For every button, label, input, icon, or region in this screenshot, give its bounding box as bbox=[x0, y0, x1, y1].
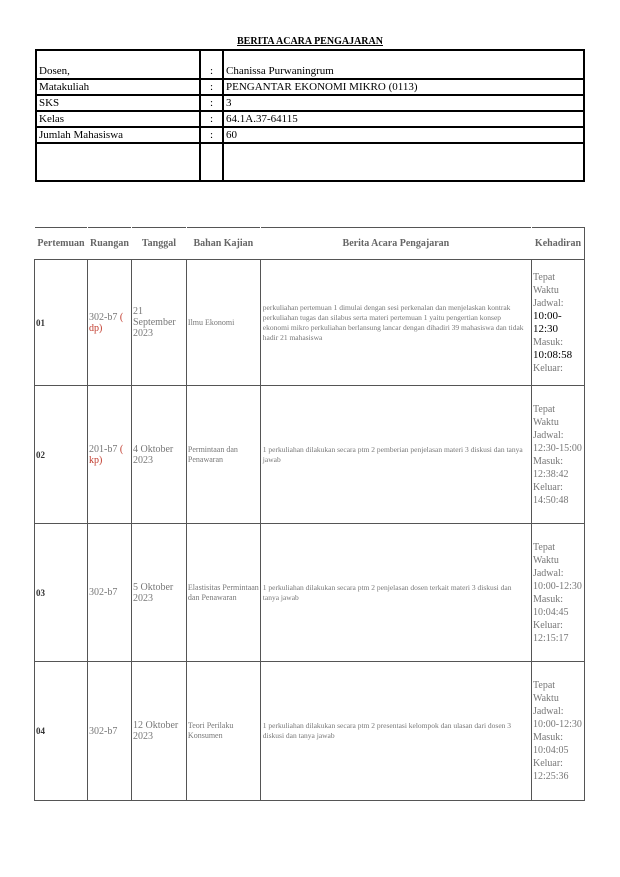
info-row-matakuliah bbox=[36, 79, 584, 95]
room-code: 302-b7 bbox=[88, 725, 118, 737]
attendance-cell bbox=[531, 260, 584, 386]
topic-cell: Permintaan dan Penawaran bbox=[186, 386, 260, 524]
table-row bbox=[35, 662, 585, 801]
info-separator: : bbox=[200, 127, 223, 143]
info-value-empty bbox=[223, 143, 584, 181]
info-row-empty bbox=[36, 143, 584, 181]
schedule-label: Jadwal: bbox=[532, 706, 564, 717]
schedule-time: 10:00-12:30 bbox=[532, 309, 562, 335]
date-cell: 21 September 2023 bbox=[131, 260, 186, 386]
header-pertemuan: Pertemuan bbox=[35, 228, 88, 260]
checkout-label: Keluar: bbox=[532, 362, 563, 374]
date-cell: 12 Oktober 2023 bbox=[131, 662, 186, 801]
attendance-header-row bbox=[35, 228, 585, 260]
info-value-matakuliah: PENGANTAR EKONOMI MIKRO (0113) bbox=[223, 79, 584, 95]
description-cell: 1 perkuliahan dilakukan secara ptm 2 presentasi kelompok dan ulasan dari dosen 3 diskusi dan tanya jawab bbox=[260, 662, 531, 801]
checkout-time: 12:25:36 bbox=[532, 771, 569, 782]
info-value-jumlah: 60 bbox=[223, 127, 584, 143]
header-bahan-kajian: Bahan Kajian bbox=[186, 228, 260, 260]
header-kehadiran: Kehadiran bbox=[531, 228, 584, 260]
date-cell: 4 Oktober 2023 bbox=[131, 386, 186, 524]
topic-cell: Elastisitas Permintaan dan Penawaran bbox=[186, 524, 260, 662]
info-separator: : bbox=[200, 79, 223, 95]
table-row bbox=[35, 524, 585, 662]
info-label: SKS bbox=[36, 95, 200, 111]
description-cell: 1 perkuliahan dilakukan secara ptm 2 penjelasan dosen terkait materi 3 diskusi dan tanya jawab bbox=[260, 524, 531, 662]
room-cell bbox=[87, 662, 131, 801]
schedule-label: Jadwal: bbox=[532, 429, 564, 441]
meeting-number: 02 bbox=[35, 386, 88, 524]
info-row-sks bbox=[36, 95, 584, 111]
header-ruangan: Ruangan bbox=[87, 228, 131, 260]
schedule-label: Jadwal: bbox=[532, 297, 564, 309]
room-cell bbox=[87, 386, 131, 524]
info-label bbox=[36, 143, 200, 181]
attendance-status: Tepat Waktu bbox=[532, 403, 559, 428]
course-info-table bbox=[35, 49, 585, 182]
attendance-status: Tepat Waktu bbox=[532, 271, 559, 296]
info-label: Kelas bbox=[36, 111, 200, 127]
info-label: Jumlah Mahasiswa bbox=[36, 127, 200, 143]
header-berita-acara: Berita Acara Pengajaran bbox=[260, 228, 531, 260]
description-cell: perkuliahan pertemuan 1 dimulai dengan sesi perkenalan dan menjelaskan kontrak perkuliahan tugas dan silabus serta materi pertemuan 1 yaitu pengertian konsep ekonomi mikro perkuliahan berlansung lancar dengan dihadiri 39 mahasiswa dan tidak hadir 21 mahasiswa bbox=[260, 260, 531, 386]
checkin-label: Masuk: bbox=[532, 336, 563, 348]
document-title: BERITA ACARA PENGAJARAN bbox=[237, 36, 383, 47]
schedule-label: Jadwal: bbox=[532, 567, 564, 579]
date-cell: 5 Oktober 2023 bbox=[131, 524, 186, 662]
room-note: ( dp) bbox=[88, 311, 124, 334]
checkin-time: 10:04:05 bbox=[532, 745, 569, 756]
info-separator: : bbox=[200, 50, 223, 79]
checkout-time: 12:15:17 bbox=[532, 632, 569, 644]
info-value-dosen: Chanissa Purwaningrum bbox=[223, 50, 584, 79]
attendance-table bbox=[34, 227, 585, 801]
info-value-kelas: 64.1A.37-64115 bbox=[223, 111, 584, 127]
meeting-number: 04 bbox=[35, 662, 88, 801]
room-cell bbox=[87, 524, 131, 662]
info-row-jumlah bbox=[36, 127, 584, 143]
checkin-time: 10:04:45 bbox=[532, 606, 569, 618]
table-row bbox=[35, 386, 585, 524]
info-separator: : bbox=[200, 95, 223, 111]
info-label: Matakuliah bbox=[36, 79, 200, 95]
info-value-sks: 3 bbox=[223, 95, 584, 111]
room-code: 302-b7 bbox=[88, 587, 118, 598]
checkin-time: 12:38:42 bbox=[532, 468, 569, 480]
header-tanggal: Tanggal bbox=[131, 228, 186, 260]
attendance-status: Tepat Waktu bbox=[532, 680, 559, 704]
topic-cell: Teori Perilaku Konsumen bbox=[186, 662, 260, 801]
attendance-cell bbox=[531, 524, 584, 662]
info-separator: : bbox=[200, 111, 223, 127]
schedule-time: 10:00-12:30 bbox=[532, 580, 582, 592]
attendance-status: Tepat Waktu bbox=[532, 541, 559, 566]
checkout-label: Keluar: bbox=[532, 619, 563, 631]
room-code: 302-b7 bbox=[88, 311, 118, 323]
description-cell: 1 perkuliahan dilakukan secara ptm 2 pemberian penjelasan materi 3 diskusi dan tanya jawab bbox=[260, 386, 531, 524]
checkout-time: 14:50:48 bbox=[532, 494, 569, 506]
attendance-cell bbox=[531, 662, 584, 801]
schedule-time: 10:00-12:30 bbox=[532, 719, 582, 730]
room-cell bbox=[87, 260, 131, 386]
attendance-cell bbox=[531, 386, 584, 524]
info-row-kelas bbox=[36, 111, 584, 127]
meeting-number: 03 bbox=[35, 524, 88, 662]
room-note: ( kp) bbox=[88, 443, 124, 466]
room-code: 201-b7 bbox=[88, 443, 118, 455]
schedule-time: 12:30-15:00 bbox=[532, 442, 582, 454]
checkin-label: Masuk: bbox=[532, 455, 563, 467]
checkin-label: Masuk: bbox=[532, 732, 563, 743]
checkin-time: 10:08:58 bbox=[532, 348, 573, 361]
checkout-label: Keluar: bbox=[532, 758, 563, 769]
topic-cell: Ilmu Ekonomi bbox=[186, 260, 260, 386]
checkout-label: Keluar: bbox=[532, 481, 563, 493]
info-label: Dosen, bbox=[36, 50, 200, 79]
checkin-label: Masuk: bbox=[532, 593, 563, 605]
table-row bbox=[35, 260, 585, 386]
meeting-number: 01 bbox=[35, 260, 88, 386]
info-row-dosen bbox=[36, 50, 584, 79]
info-separator bbox=[200, 143, 223, 181]
